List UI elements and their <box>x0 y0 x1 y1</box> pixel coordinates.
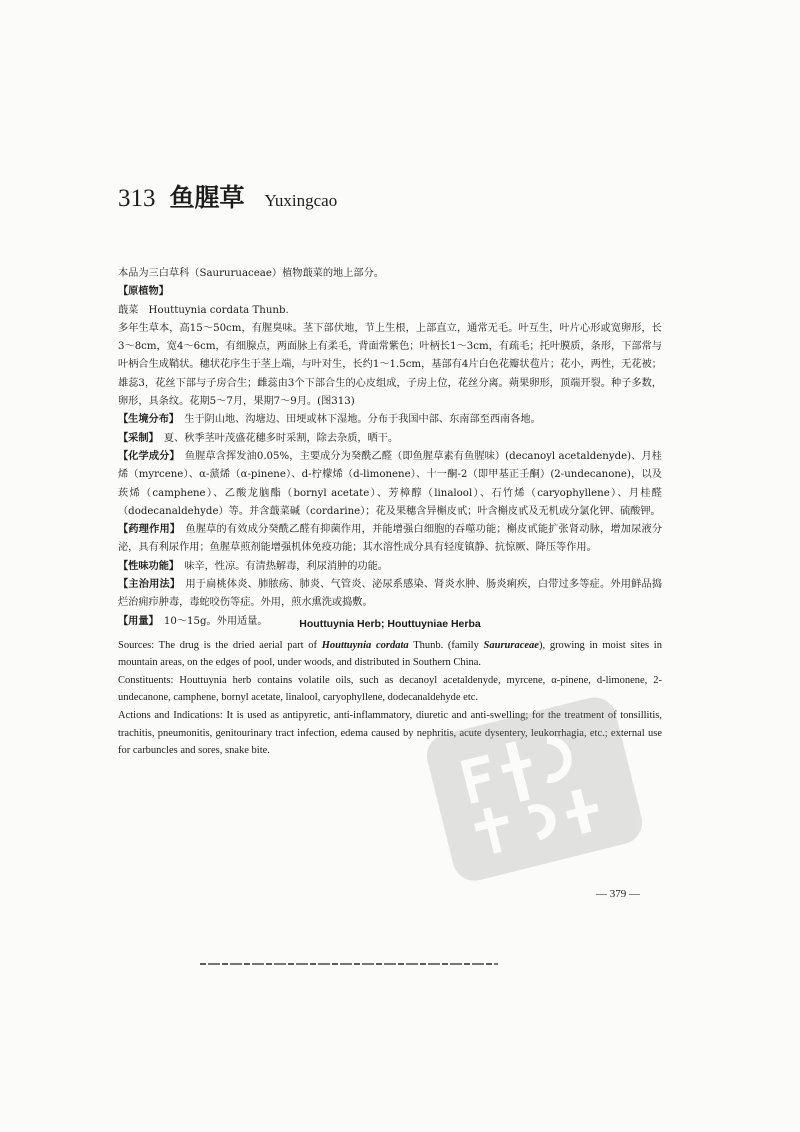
plant-heading: 【原植物】 <box>118 286 169 298</box>
entry-number: 313 <box>118 185 156 212</box>
property-text: 味辛，性凉。有清热解毒，利尿消肿的功能。 <box>174 560 388 572</box>
distribution-text: 生于阴山地、沟塘边、田埂或林下湿地。分布于我国中部、东南部至西南各地。 <box>174 414 541 426</box>
plant-description: 多年生草本，高15～50cm，有腥臭味。茎下部伏地，节上生根，上部直立，通常无毛。叶互生，叶片心形或宽卵形，长3～8cm，宽4～6cm，有细腺点，两面脉上有柔毛，背面常紫色；叶柄长1～3cm，有疏毛；托叶膜质，条形，下部常与叶柄合生成鞘状。穗状花序生于茎上端，与叶对生，长约1～1.5cm，基部有4片白色花瓣状苞片；花小，两性，无花被；雄蕊3，花丝下部与子房合生；雌蕊由3个下部合生的心皮组成，子房上位，花丝分离。蒴果卵形，顶端开裂。种子多数，卵形，具条纹。花期5～7月，果期7～9月。(图313) <box>118 322 662 408</box>
entry-pinyin-name: Yuxingcao <box>264 191 338 210</box>
indication-heading: 【主治用法】 <box>118 579 176 591</box>
plant-name: 蕺菜 Houttuynia cordata Thunb. <box>118 304 289 316</box>
page-title <box>118 178 337 214</box>
pharmacology-text: 鱼腥草的有效成分癸酰乙醛有抑菌作用，并能增强白细胞的吞噬功能；槲皮甙能扩张肾动脉，增加尿液分泌，具有利尿作用；鱼腥草煎剂能增强机体免疫功能；其水溶性成分具有轻度镇静、抗惊厥、降压等作用。 <box>118 524 663 554</box>
scan-artifact-line <box>200 963 498 965</box>
collection-heading: 【采制】 <box>118 432 154 444</box>
chemistry-heading: 【化学成分】 <box>118 450 175 462</box>
intro-line: 本品为三白草科（Saururuaceae）植物蕺菜的地上部分。 <box>118 268 384 279</box>
english-actions: Actions and Indications: It is used as antipyretic, anti-inflammatory, diuretic and anti-swelling; for the treatment of tonsillitis, trachitis, pneumonitis, genitourinary tract infection, edema caused by nephritis, acute dysentery, leukorrhagia, etc.; external use for carbuncles and sores, snake bite. <box>118 709 662 757</box>
chemistry-text: 鱼腥草含挥发油0.05%，主要成分为癸酰乙醛（即鱼腥草素有鱼腥味）(decanoyl acetaldenyde)、月桂烯（myrcene）、α-蒎烯（α-pinene）、d-柠檬烯（d-limonene）、十一酮-2（即甲基正壬酮）(2-undecanone)，以及莰烯（camphene）、乙酸龙脑酯（bornyl acetate）、芳樟醇（linalool）、石竹烯（caryophyllene）、月桂醛（dodecanaldehyde）等。并含蕺菜碱（cordarine）；花及果穗含异槲皮甙；叶含槲皮甙及无机成分氯化钾、硫酸钾。 <box>118 450 662 517</box>
page-number: — 379 — <box>596 888 640 900</box>
collection-text: 夏、秋季茎叶茂盛花穗多时采割，除去杂质，晒干。 <box>153 432 399 444</box>
dosage-text: 10～15g。外用适量。 <box>153 615 268 627</box>
english-constituents: Constituents: Houttuynia herb contains volatile oils, such as decanoyl acetaldenyde, myrcene, α-pinene, d-limonene, 2-undecanone, camphene, bornyl acetate, linalool, caryophyllene, dodecanaldehyde etc. <box>118 674 662 704</box>
indication-text: 用于扁桃体炎、肺脓疡、肺炎、气管炎、泌尿系感染、肾炎水肿、肠炎痢疾，白带过多等症。外用鲜品捣烂治痈疖肿毒，毒蛇咬伤等症。外用，煎水熏洗或捣敷。 <box>118 579 663 609</box>
dosage-heading: 【用量】 <box>118 615 154 627</box>
english-heading: Houttuynia Herb; Houttuyniae Herba <box>299 618 481 630</box>
distribution-heading: 【生境分布】 <box>118 414 175 426</box>
pharmacology-heading: 【药理作用】 <box>118 524 176 536</box>
chinese-text-block <box>118 265 662 631</box>
english-text-block <box>118 616 662 760</box>
entry-chinese-name: 鱼腥草 <box>169 183 245 212</box>
family-name: Saururaceae <box>483 639 539 651</box>
species-name: Houttuynia cordata <box>321 639 409 651</box>
english-sources: Sources: The drug is the dried aerial part of Houttuynia cordata Thunb. (family Saururaceae), growing in moist sites in mountain areas, on the edges of pool, under woods, and distributed in Southern China. <box>118 639 662 669</box>
property-heading: 【性味功能】 <box>118 560 175 572</box>
